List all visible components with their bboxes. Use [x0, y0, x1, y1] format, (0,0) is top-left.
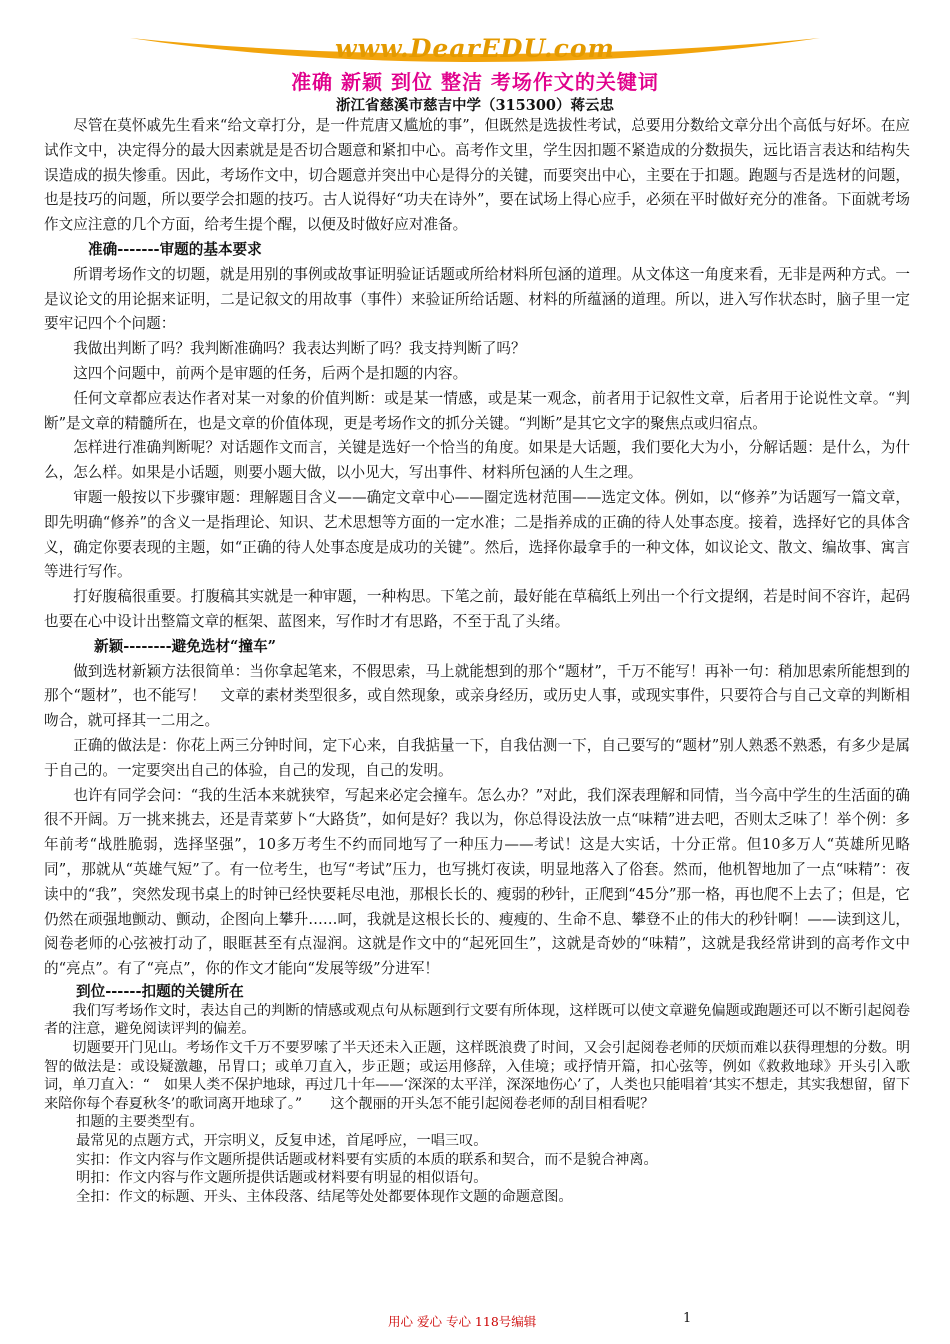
paragraph: 打好腹稿很重要。打腹稿其实就是一种审题，一种构思。下笔之前，最好能在草稿纸上列出一个行文提纲，若是时间不容许，起码也要在心中设计出整篇文章的框架、蓝图来，写作时才有思路，不至于乱了头绪。: [44, 588, 910, 630]
author-line: 浙江省慈溪市慈吉中学（315300）蒋云忠: [335, 97, 615, 114]
list-item: 扣题的主要类型有。: [76, 1114, 204, 1131]
paragraph: 我做出判断了吗？我判断准确吗？我表达判断了吗？我支持判断了吗？: [73, 340, 526, 358]
list-item: 明扣：作文内容与作文题所提供话题或材料要有明显的相似语句。: [76, 1170, 488, 1187]
section-heading-novelty: 新颖--------避免选材“撞车”: [94, 637, 276, 655]
site-banner: [130, 30, 820, 66]
paragraph: 也许有同学会问：“我的生活本来就狭窄，写起来必定会撞车。怎么办？”对此，我们深表理解和同情，当今高中学生的生活面的确很不开阔。万一挑来挑去，还是青菜萝卜“大路货”，如何是好？我以为，你总得设法放一点“味精”进去吧，否则太乏味了！举个例：多年前考“战胜脆弱，选择坚强”，10多万考生不约而同地写了一种压力——考试！这是大实话，十分正常。但10多万人“英雄所见略同”，那就从“英雄气短”了。有一位考生，也写“考试”压力，也写挑灯夜读，明显地落入了俗套。然而，他机智地加了一点“味精”：夜读中的“我”，突然发现书桌上的时钟已经快要耗尽电池，那根长长的、瘦弱的秒针，正爬到“45分”那一格，再也爬不上去了；但是，它仍然在顽强地颤动、颤动，企图向上攀升……呵，我就是这根长长的、瘦瘦的、生命不息、攀登不止的伟大的秒针啊！——读到这儿，阅卷老师的心弦被打动了，眼眶甚至有点湿润。这就是作文中的“起死回生”，这就是奇妙的“味精”，这就是我经常讲到的高考作文中的“亮点”。有了“亮点”，你的作文才能向“发展等级”分进军！: [44, 786, 910, 978]
paragraph: 任何文章都应表达作者对某一对象的价值判断：或是某一情感，或是某一观念，前者用于记叙性文章，后者用于论说性文章。“判断”是文章的精髓所在，也是文章的价值体现，更是考场作文的抓分关键。“判断”是其它文字的聚焦点或归宿点。: [44, 389, 910, 432]
paragraph: 所谓考场作文的切题，就是用别的事例或故事证明验证话题或所给材料所包涵的道理。从文体这一角度来看，无非是两种方式。一是议论文的用论据来证明，二是记叙文的用故事（事件）来验证所给话题、材料的所蕴涵的道理。所以，进入写作状态时，脑子里一定要牢记四个个问题：: [44, 265, 910, 333]
paragraph: 这四个问题中，前两个是审题的任务，后两个是扣题的内容。: [73, 364, 468, 382]
paragraph: 怎样进行准确判断呢？对话题作文而言，关键是选好一个恰当的角度。如果是大话题，我们要化大为小，分解话题：是什么，为什么，怎么样。如果是小话题，则要小题大做，以小见大，写出事件、材料所包涵的人生之理。: [44, 439, 910, 482]
intro-paragraph: 尽管在莫怀戚先生看来“给文章打分，是一件荒唐又尴尬的事”，但既然是选拔性考试，总要用分数给文章分出个高低与好坏。在应试作文中，决定得分的最大因素就是是否切合题意和紧扣中心。高考作文里，学生因扣题不紧造成的分数损失，远比语言表达和结构失误造成的损失惨重。因此，考场作文中，切合题意并突出中心是得分的关键，而要突出中心，主要在于扣题。跑题与否是选材的问题，也是技巧的问题，所以要学会扣题的技巧。古人说得好“功夫在诗外”，要在试场上得心应手，必须在平时做好充分的准备。下面就考场作文应注意的几个方面，给考生提个醒，以便及时做好应对准备。: [44, 117, 910, 234]
page-number: 1: [683, 1311, 692, 1326]
paragraph: 我们写考场作文时，表达自己的判断的情感或观点句从标题到行文要有所体现，这样既可以使文章避免偏题或跑题还可以不断引起阅卷者的注意，避免阅读评判的偏差。: [44, 1002, 910, 1038]
paragraph: 切题要开门见山。考场作文千万不要罗嗦了半天还未入正题，这样既浪费了时间，又会引起阅卷老师的厌烦而难以获得理想的分数。明智的做法是：或设疑激趣，吊胃口；或单刀直入，步正题；或运用修辞，入佳境；或抒情开篇，扣心弦等，例如《救救地球》开头引入歌词，单刀直入：“ 如果人类不保护地球，再过几十年——‘深深的太平洋，深深地伤心’了，人类也只能唱着‘其实不想走，其实我想留，留下来陪你每个春夏秋冬’的歌词离开地球了。” 这个靓丽的开头怎不能引起阅卷老师的刮目相看呢？: [44, 1040, 910, 1112]
section-heading-accuracy: 准确-------审题的基本要求: [88, 240, 262, 258]
section-heading-on-topic: 到位------扣题的关键所在: [76, 982, 244, 1000]
list-item: 实扣：作文内容与作文题所提供话题或材料要有实质的本质的联系和契合，而不是貌合神离。: [76, 1151, 658, 1168]
article-title: 准确 新颖 到位 整洁 考场作文的关键词: [291, 70, 659, 94]
paragraph: 做到选材新颖方法很简单：当你拿起笔来，不假思索，马上就能想到的那个“题材”，千万不能写！再补一句：稍加思索所能想到的那个“题材”，也不能写！ 文章的素材类型很多，或自然现象，或亲身经历，或历史人事，或现实事件，只要符合与自己文章的判断相吻合，就可择其一二用之。: [44, 662, 910, 730]
article-body: [44, 114, 910, 1206]
paragraph: 审题一般按以下步骤审题：理解题目含义——确定文章中心——圈定选材范围——选定文体。例如，以“修养”为话题写一篇文章，即先明确“修养”的含义一是指理论、知识、艺术思想等方面的一定水准；二是指养成的正确的待人处事态度。接着，选择好它的具体含义，确定你要表现的主题，如“正确的待人处事态度是成功的关键”。然后，选择你最拿手的一种文体，如议论文、散文、编故事、寓言等进行写作。: [44, 488, 910, 581]
list-item: 全扣：作文的标题、开头、主体段落、结尾等处处都要体现作文题的命题意图。: [76, 1188, 573, 1205]
footer-slogan: 用心 爱心 专心 118号编辑: [388, 1314, 537, 1329]
site-url: www.DearEDU.com: [334, 34, 615, 63]
list-item: 最常见的点题方式，开宗明义，反复申述，首尾呼应，一唱三叹。: [76, 1133, 488, 1150]
paragraph: 正确的做法是：你花上两三分钟时间，定下心来，自我掂量一下，自我估测一下，自己要写的“题材”别人熟悉不熟悉，有多少是属于自己的。一定要突出自己的体验，自己的发现，自己的发明。: [44, 736, 910, 779]
